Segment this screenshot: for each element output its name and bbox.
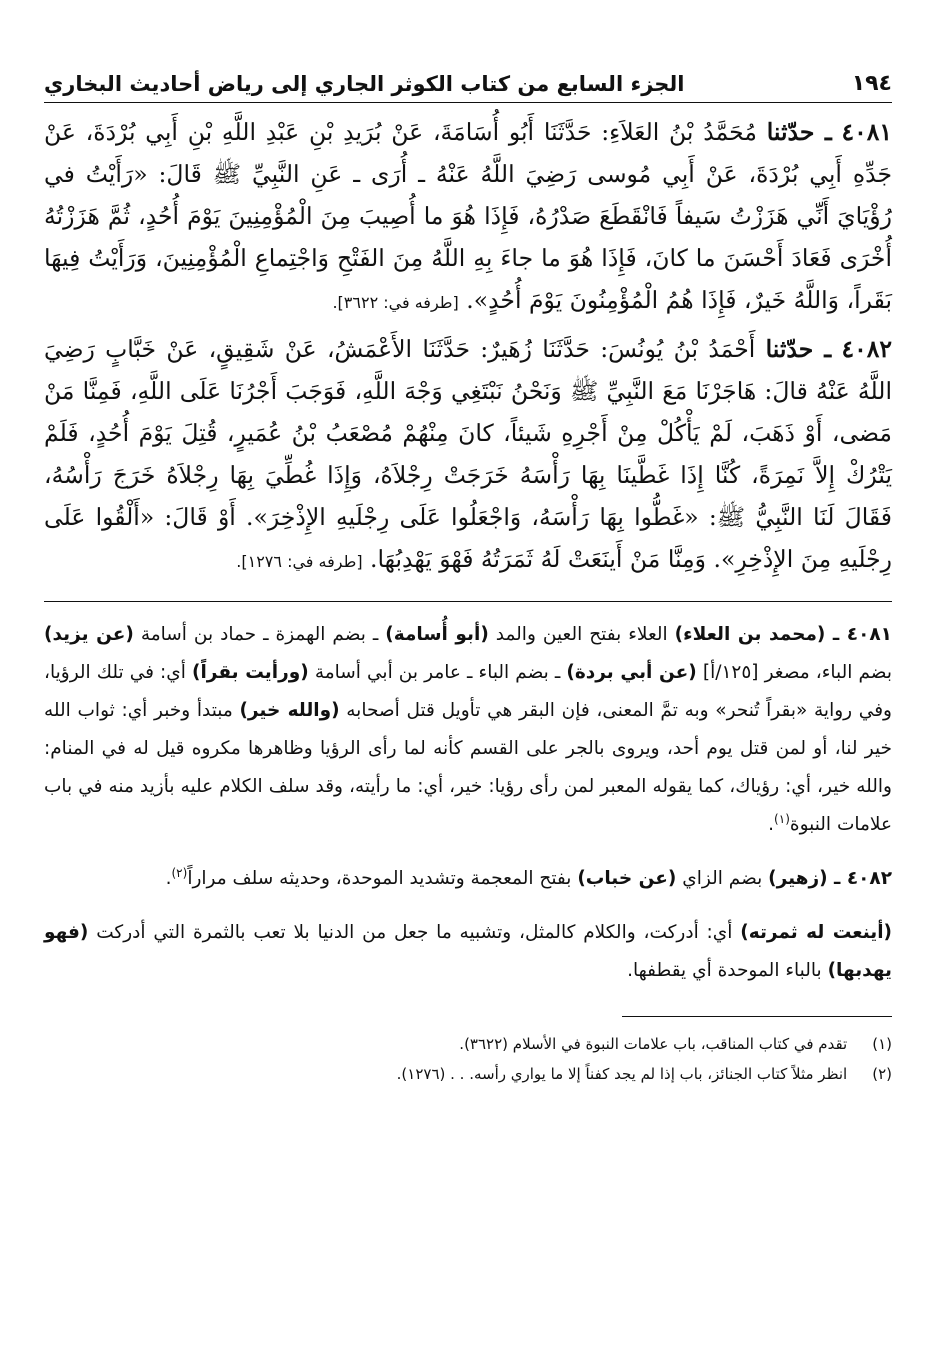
commentary-section [44, 616, 892, 990]
hadith-body: أَوْ قَالَ: [164, 503, 236, 531]
running-title: الجزء السابع من كتاب الكوثر الجاري إلى رياض أحاديث البخاري [44, 72, 685, 96]
commentary-keyword: (عن يزيد) [44, 624, 134, 645]
running-header [44, 52, 892, 96]
hadith-body: وَمِنَّا مَنْ أَينَعَتْ لَهُ ثَمَرَتُهُ فَهْوَ يَهْدِبُهَا. [370, 545, 707, 573]
hadith-body: أَحْمَدُ بْنُ يُونُسَ: حَدَّثَنَا زُهَيرٌ: حَدَّثَنَا الأَعْمَشُ، عَنْ شَقِيقٍ، عَنْ خَبَّابٍ رَضِيَ اللَّهُ عَنْهُ قالَ: هَاجَرْنَا مَعَ النَّبِيِّ ﷺ وَنَحْنُ نَبْتَغِي وَجْهَ اللَّهِ، فَوَجَبَ أَجْرُنَا عَلَى اللَّهِ، فَمِنَّا مَنْ مَضى، أَوْ ذَهَبَ، لَمْ يَأْكُلْ مِنْ أَجْرِهِ شَيئاً، كانَ مِنْهُمْ مُصْعَبُ بْنُ عُمَيرٍ، قُتِلَ يَوْمَ أُحُدٍ، فَلَمْ يَتْرُكْ إِلاَّ نَمِرَةً، كُنَّا إِذَا غَطَّينَا بِهَا رَأْسَهُ خَرَجَتْ رِجْلاَهُ، وَإِذَا غُطِّيَ بِهَا رِجْلاَهُ خَرَجَ رَأْسُهُ، فَقَالَ لَنَا النَّبِيُّ ﷺ: [44, 335, 892, 531]
commentary-keyword: (عن خباب) [577, 868, 677, 889]
footnote-marker[interactable]: (٢) [171, 865, 188, 880]
section-divider [44, 601, 892, 602]
hadith-isnad: مُحَمَّدُ بْنُ العَلاَءِ: حَدَّثَنَا أَبُو أُسَامَةَ، عَنْ بُرَيدِ بْنِ عَبْدِ اللَّهِ بْنِ أَبِي بُرْدَةَ، عَنْ جَدِّهِ أَبِي بُرْدَةَ، عَنْ أَبِي مُوسى رَضِيَ اللَّهُ عَنْهُ ـ أُرَى ـ عَنِ النَّبِيِّ ﷺ قَالَ: [44, 118, 892, 188]
commentary-4081: ٤٠٨١ ـ (محمد بن العلاء) العلاء بفتح العين والمد (أبو أُسامة) ـ بضم الهمزة ـ حماد بن أسامة (عن يزيد) بضم الباء، مصغر [١٢٥/أ] (عن أبي بردة) ـ بضم الباء ـ عامر بن أبي أسامة (ورأيت بقراً) أي: في تلك الرؤيا، وفي رواية «بقراً تُنحر» وبه تمَّ المعنى، فإن البقر هي تأويل قتل أصحابه (والله خير) مبتدأ وخبر أي: ثواب الله خير لنا، أو لمن قتل يوم أحد، ويروى بالجر على القسم كأنه لما رأى الرؤيا وظاهرها مكروه قيل له في المنام: والله خير، أي: رؤياك، كما يقوله المعبر لمن رأى رؤيا: خير، أي: ما رأيته، وقد سلف الكلام عليه بأزيد منه في باب علامات النبوة$^{(١)}$. [44, 624, 892, 835]
hadith-number: ٤٠٨٢ [841, 335, 892, 363]
footnote-item [44, 1029, 892, 1059]
hadith-lead: حدّثنا [765, 335, 814, 363]
commentary-number: ٤٠٨٢ [846, 868, 892, 889]
footnotes [44, 1029, 892, 1089]
commentary-keyword: (أبو أُسامة) [385, 624, 489, 645]
page-number: ١٩٤ [851, 71, 892, 96]
hadith-reference: [طرفه في: ٣٦٢٢]. [332, 293, 459, 312]
hadith-lead: حدّثنا [766, 118, 815, 146]
footnote-rule [622, 1016, 892, 1017]
footnote-number: (١) [872, 1035, 892, 1053]
commentary-keyword: (عن أبي بردة) [566, 662, 697, 683]
commentary-keyword: (والله خير) [239, 700, 340, 721]
commentary-keyword: (زهير) [768, 868, 828, 889]
footnote-text: تقدم في كتاب المناقب، باب علامات النبوة في الأسلام (٣٦٢٢). [459, 1035, 848, 1053]
hadith-4082: ٤٠٨٢ ـ حدّثنا أَحْمَدُ بْنُ يُونُسَ: حَدَّثَنَا زُهَيرٌ: حَدَّثَنَا الأَعْمَشُ، عَنْ شَقِيقٍ، عَنْ خَبَّابٍ رَضِيَ اللَّهُ عَنْهُ قالَ: هَاجَرْنَا مَعَ النَّبِيِّ ﷺ وَنَحْنُ نَبْتَغِي وَجْهَ اللَّهِ، فَوَجَبَ أَجْرُنَا عَلَى اللَّهِ، فَمِنَّا مَنْ مَضى، أَوْ ذَهَبَ، لَمْ يَأْكُلْ مِنْ أَجْرِهِ شَيئاً، كانَ مِنْهُمْ مُصْعَبُ بْنُ عُمَيرٍ، قُتِلَ يَوْمَ أُحُدٍ، فَلَمْ يَتْرُكْ إِلاَّ نَمِرَةً، كُنَّا إِذَا غَطَّينَا بِهَا رَأْسَهُ خَرَجَتْ رِجْلاَهُ، وَإِذَا غُطِّيَ بِهَا رِجْلاَهُ خَرَجَ رَأْسُهُ، فَقَالَ لَنَا النَّبِيُّ ﷺ: «غَطُّوا بِهَا رَأْسَهُ، وَاجْعَلُوا عَلَى رِجْلَيهِ الإِذْخِرَ». أَوْ قَالَ: «أَلْقُوا عَلَى رِجْلَيهِ مِنَ الإِذْخِرِ». وَمِنَّا مَنْ أَينَعَتْ لَهُ ثَمَرَتُهُ فَهْوَ يَهْدِبُهَا. [طرفه في: ١٢٧٦]. [44, 335, 892, 573]
footnote-text: انظر مثلاً كتاب الجنائز، باب إذا لم يجد كفناً إلا ما يواري رأسه. . . (١٢٧٦). [396, 1065, 848, 1083]
footnote-marker[interactable]: (١) [774, 811, 790, 826]
commentary-4082: ٤٠٨٢ ـ (زهير) بضم الزاي (عن خباب) بفتح المعجمة وتشديد الموحدة، وحديثه سلف مراراً$^{(٢)}$. [165, 865, 892, 889]
hadith-quote: «رَأَيْتُ في رُؤْيَايَ أَنِّي هَزَزْتُ سَيفاً فَانْقَطَعَ صَدْرُهُ، فَإِذَا هُوَ ما أُصِيبَ مِنَ الْمُؤْمِنِينَ يَوْمَ أُحُدٍ، ثُمَّ هَزَزْتُهُ أُخْرَى فَعَادَ أَحْسَنَ ما كانَ، فَإِذَا هُوَ ما جاءَ بِهِ اللَّهُ مِنَ الفَتْحِ وَاجْتِماعِ الْمُؤْمِنِينَ، وَرَأَيْتُ فِيهَا بَقَراً، وَاللَّهُ خَيرٌ، فَإِذَا هُمُ الْمُؤْمِنُونَ يَوْمَ أُحُدٍ». [44, 160, 892, 314]
hadith-number: ٤٠٨١ [841, 118, 892, 146]
commentary-keyword: (فهو يهدبها) [44, 922, 892, 981]
commentary-number: ٤٠٨١ [846, 624, 892, 645]
commentary-ayna-at: (أينعت له ثمرته) أي: أدركت، والكلام كالمثل، وتشبيه ما جعل من الدنيا بلا تعب بالثمرة التي أدركت (فهو يهدبها) بالباء الموحدة أي يقطفها. [44, 922, 893, 981]
commentary-keyword: (أينعت له ثمرته) [740, 922, 893, 943]
hadith-quote: «أَلْقُوا عَلَى رِجْلَيهِ مِنَ الإِذْخِرِ». [44, 503, 892, 573]
header-rule [44, 102, 892, 103]
commentary-keyword: (محمد بن العلاء) [674, 624, 826, 645]
book-page [44, 52, 892, 1089]
hadith-text-section [44, 111, 892, 583]
hadith-4081: ٤٠٨١ ـ حدّثنا مُحَمَّدُ بْنُ العَلاَءِ: حَدَّثَنَا أَبُو أُسَامَةَ، عَنْ بُرَيدِ بْنِ عَبْدِ اللَّهِ بْنِ أَبِي بُرْدَةَ، عَنْ جَدِّهِ أَبِي بُرْدَةَ، عَنْ أَبِي مُوسى رَضِيَ اللَّهُ عَنْهُ ـ أُرَى ـ عَنِ النَّبِيِّ ﷺ قَالَ: «رَأَيْتُ في رُؤْيَايَ أَنِّي هَزَزْتُ سَيفاً فَانْقَطَعَ صَدْرُهُ، فَإِذَا هُوَ ما أُصِيبَ مِنَ الْمُؤْمِنِينَ يَوْمَ أُحُدٍ، ثُمَّ هَزَزْتُهُ أُخْرَى فَعَادَ أَحْسَنَ ما كانَ، فَإِذَا هُوَ ما جاءَ بِهِ اللَّهُ مِنَ الفَتْحِ وَاجْتِماعِ الْمُؤْمِنِينَ، وَرَأَيْتُ فِيهَا بَقَراً، وَاللَّهُ خَيرٌ، فَإِذَا هُمُ الْمُؤْمِنُونَ يَوْمَ أُحُدٍ». [طرفه في: ٣٦٢٢]. [44, 118, 892, 314]
footnote-number: (٢) [872, 1065, 892, 1083]
hadith-quote: «غَطُّوا بِهَا رَأْسَهُ، وَاجْعَلُوا عَلَى رِجْلَيهِ الإِذْخِرَ». [246, 503, 699, 531]
hadith-reference: [طرفه في: ١٢٧٦]. [236, 552, 363, 571]
footnote-item [44, 1059, 892, 1089]
commentary-keyword: (ورأيت بقراً) [192, 662, 309, 683]
